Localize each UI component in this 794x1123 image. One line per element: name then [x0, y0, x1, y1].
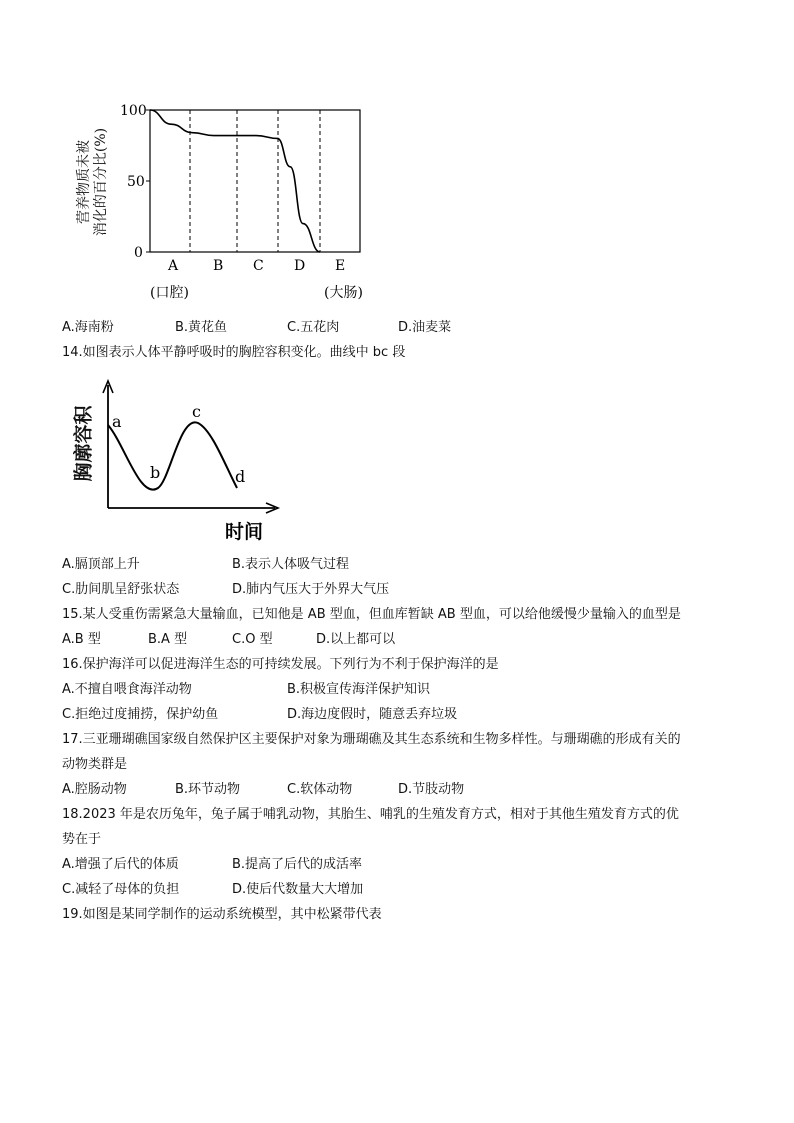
digestion-chart: [70, 95, 390, 310]
digestion-chart-svg: [70, 95, 390, 310]
label-large-intestine: (大肠): [324, 285, 363, 301]
breathing-curve: [108, 422, 237, 489]
q15-option-b[interactable]: B.A 型: [148, 632, 188, 647]
q14-stem: 14.如图表示人体平静呼吸时的胸腔容积变化。曲线中 bc 段: [62, 345, 406, 360]
region-label-b: B: [213, 258, 224, 274]
q16-option-a[interactable]: A.不擅自喂食海洋动物: [62, 682, 192, 697]
q14-option-b[interactable]: B.表示人体吸气过程: [232, 557, 350, 572]
region-label-a: A: [168, 258, 179, 274]
region-label-c: C: [253, 258, 264, 274]
breathing-ylabel: 胸廓容积: [72, 405, 95, 482]
region-label-e: E: [335, 258, 346, 274]
q14-option-c[interactable]: C.肋间肌呈舒张状态: [62, 582, 180, 597]
digestion-ylabel: [76, 107, 110, 257]
q17-option-c[interactable]: C.软体动物: [287, 782, 353, 797]
breathing-point-c: c: [192, 402, 201, 421]
breathing-chart: [70, 375, 290, 545]
y-tick-label-0: 0: [134, 245, 143, 261]
q18-stem-line2: 势在于: [62, 832, 102, 847]
q18-option-b[interactable]: B.提高了后代的成活率: [232, 857, 363, 872]
q19-stem: 19.如图是某同学制作的运动系统模型，其中松紧带代表: [62, 907, 382, 922]
digestion-ylabel-line2: 消化的百分比(%): [93, 127, 109, 237]
y-tick-label-50: 50: [127, 174, 145, 190]
q14-option-a[interactable]: A.膈顶部上升: [62, 557, 140, 572]
q17-option-a[interactable]: A.腔肠动物: [62, 782, 127, 797]
region-label-d: D: [294, 258, 306, 274]
breathing-point-b: b: [150, 463, 161, 482]
digestion-ylabel-line1: 营养物质未被: [76, 140, 92, 224]
q18-option-c[interactable]: C.减轻了母体的负担: [62, 882, 180, 897]
q13-option-a[interactable]: A.海南粉: [62, 320, 114, 335]
q16-stem: 16.保护海洋可以促进海洋生态的可持续发展。下列行为不利于保护海洋的是: [62, 657, 499, 672]
q16-option-c[interactable]: C.拒绝过度捕捞，保护幼鱼: [62, 707, 219, 722]
q16-option-b[interactable]: B.积极宣传海洋保护知识: [287, 682, 431, 697]
q18-option-d[interactable]: D.使后代数量大大增加: [232, 882, 364, 897]
q15-option-c[interactable]: C.O 型: [232, 632, 273, 647]
q15-option-a[interactable]: A.B 型: [62, 632, 101, 647]
q14-option-d[interactable]: D.肺内气压大于外界大气压: [232, 582, 390, 597]
q15-option-d[interactable]: D.以上都可以: [316, 632, 396, 647]
digestion-plot-frame: [150, 110, 360, 252]
breathing-point-a: a: [112, 412, 122, 431]
y-tick-label-100: 100: [120, 103, 147, 119]
breathing-chart-svg: [70, 375, 290, 545]
label-mouth: (口腔): [150, 285, 189, 301]
q17-stem-line2: 动物类群是: [62, 757, 128, 772]
q18-stem-line1: 18.2023 年是农历兔年，兔子属于哺乳动物，其胎生、哺乳的生殖发育方式，相对于其他生殖发育方式的优: [62, 807, 679, 822]
digestion-curve: [150, 110, 320, 252]
q18-option-a[interactable]: A.增强了后代的体质: [62, 857, 179, 872]
q17-option-b[interactable]: B.环节动物: [175, 782, 241, 797]
q13-option-d[interactable]: D.油麦菜: [398, 320, 452, 335]
q17-stem-line1: 17.三亚珊瑚礁国家级自然保护区主要保护对象为珊瑚礁及其生态系统和生物多样性。与珊瑚礁的形成有关的: [62, 732, 681, 747]
q17-option-d[interactable]: D.节肢动物: [398, 782, 465, 797]
breathing-xlabel: 时间: [225, 521, 264, 543]
q15-stem: 15.某人受重伤需紧急大量输血，已知他是 AB 型血，但血库暂缺 AB 型血，可以给他缓慢少量输入的血型是: [62, 607, 681, 622]
breathing-point-d: d: [235, 467, 246, 486]
q16-option-d[interactable]: D.海边度假时，随意丢弃垃圾: [287, 707, 458, 722]
q13-option-c[interactable]: C.五花肉: [287, 320, 340, 335]
q13-option-b[interactable]: B.黄花鱼: [175, 320, 228, 335]
